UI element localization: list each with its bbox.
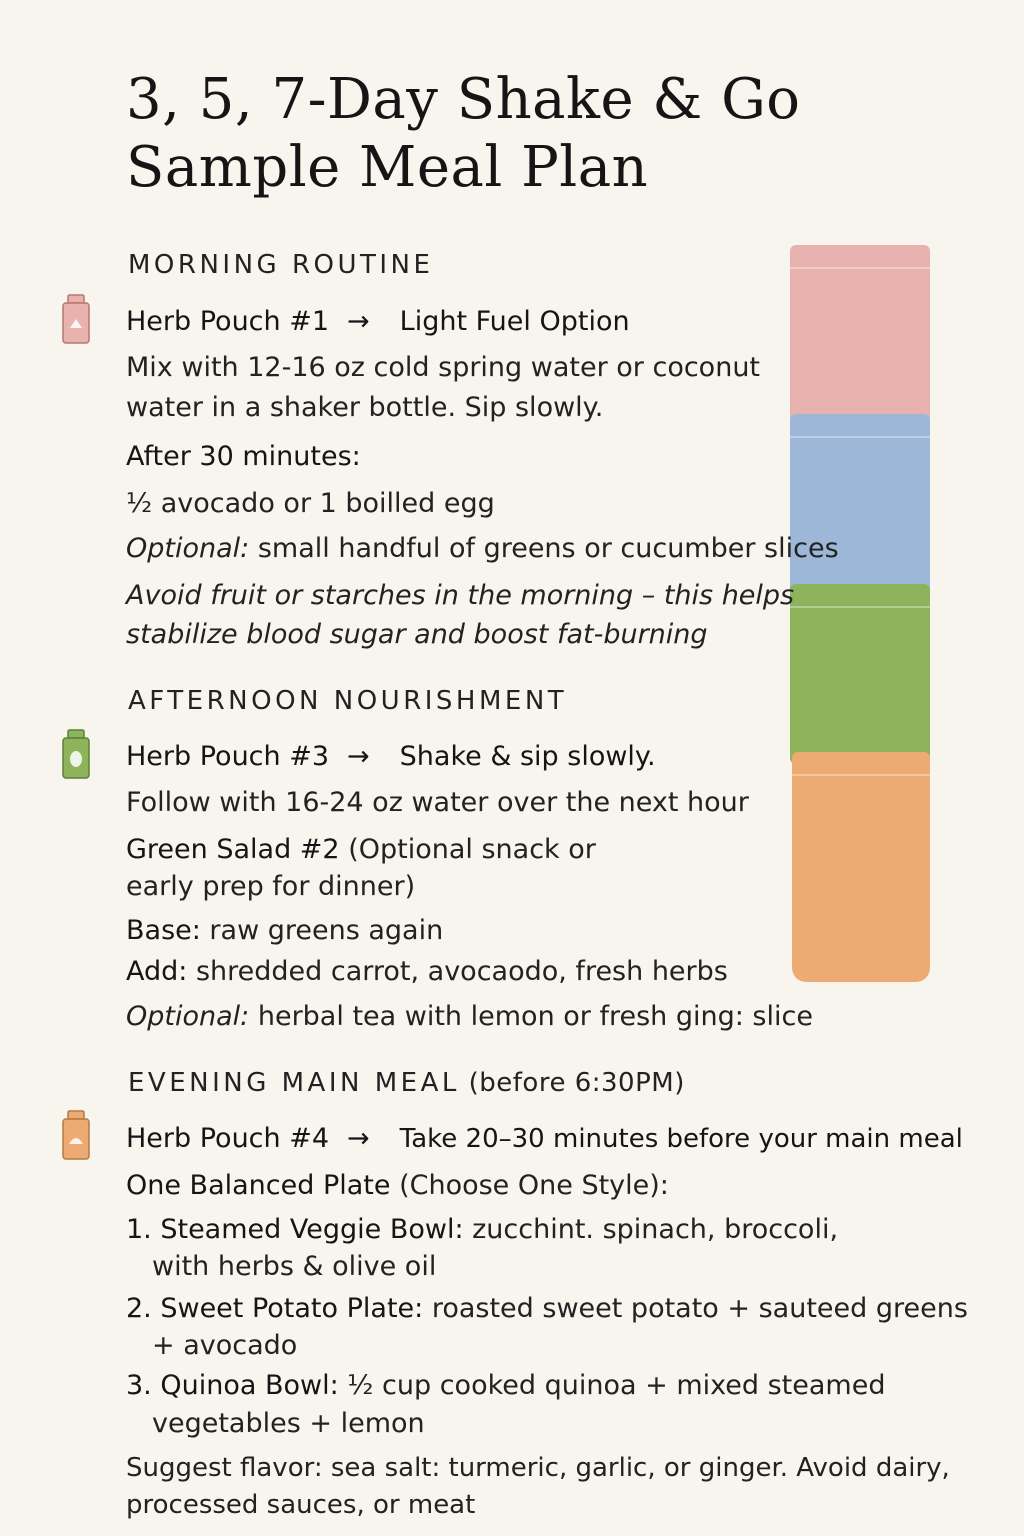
evening-item-2 [126,1292,968,1326]
morning-mix-line-1: Mix with 12-16 oz cold spring water or coconut [126,352,761,383]
evening-heading-time: (before 6:30PM) [459,1068,685,1098]
title-line-2: Sample Meal Plan [126,135,649,200]
morning-pouch-row [126,305,630,339]
morning-avoid-line-1: Avoid fruit or starches in the morning – this helps [126,580,795,611]
afternoon-base [126,914,443,948]
morning-pouch-label: Herb Pouch #1 [126,306,330,337]
morning-pouch-option: Light Fuel Option [399,306,630,337]
page-title [126,66,886,202]
morning-after-item: ½ avocado or 1 boilled egg [126,488,495,519]
morning-optional-text: small handful of greens or cucumber slices [249,533,839,564]
evening-plate [126,1169,669,1203]
evening-pouch-option: Take 20–30 minutes before your main meal [399,1124,963,1154]
afternoon-add [126,955,728,989]
arrow-icon: → [347,306,370,337]
evening-item-2-text: roasted sweet potato + sauteed greens [423,1293,968,1324]
orange-pouch [792,752,930,982]
evening-plate-label: One Balanced Plate [126,1170,391,1201]
afternoon-base-label: Base: [126,915,201,946]
evening-item-1 [126,1213,838,1247]
morning-optional-label: Optional: [126,533,250,564]
evening-item-2-cont: + avocado [152,1330,298,1361]
evening-pouch-row [126,1122,963,1156]
evening-heading: EVENING MAIN MEAL [128,1068,460,1098]
pink-jar-icon [61,294,91,344]
evening-item-1-cont: with herbs & olive oil [152,1251,437,1282]
arrow-icon: → [347,741,370,772]
afternoon-base-text: raw greens again [200,915,444,946]
afternoon-pouch-label: Herb Pouch #3 [126,741,330,772]
title-line-1: 3, 5, 7-Day Shake & Go [126,67,801,132]
evening-item-2-label: 2. Sweet Potato Plate: [126,1293,424,1324]
morning-after-heading: After 30 minutes: [126,441,361,472]
afternoon-pouch-option: Shake & sip slowly. [399,741,656,772]
afternoon-heading: AFTERNOON NOURISHMENT [128,686,568,716]
evening-item-3-text: ½ cup cooked quinoa + mixed steamed [338,1370,886,1401]
evening-pouch-label: Herb Pouch #4 [126,1123,330,1154]
pink-pouch [790,245,930,425]
green-jar-icon [61,729,91,779]
evening-plate-note: (Choose One Style): [390,1170,669,1201]
morning-heading: MORNING ROUTINE [128,250,434,280]
afternoon-optional-text: herbal tea with lemon or fresh ging: slice [249,1001,813,1032]
morning-mix-line-2: water in a shaker bottle. Sip slowly. [126,392,604,423]
morning-avoid-line-2: stabilize blood sugar and boost fat-burning [126,619,708,650]
afternoon-optional [126,1000,813,1034]
afternoon-salad-line-1 [126,833,596,867]
evening-flavor-line-2: processed sauces, or meat [126,1490,476,1520]
afternoon-optional-label: Optional: [126,1001,250,1032]
afternoon-salad-note-1: (Optional snack or [339,834,596,865]
evening-item-1-label: 1. Steamed Veggie Bowl: [126,1214,464,1245]
afternoon-add-text: shredded carrot, avocaodo, fresh herbs [187,956,728,987]
orange-jar-icon [61,1110,91,1160]
blue-pouch [790,414,930,594]
evening-heading-row [128,1068,685,1098]
afternoon-follow: Follow with 16-24 oz water over the next hour [126,787,749,818]
morning-optional [126,532,839,566]
green-pouch [790,584,930,764]
afternoon-salad-note-2: early prep for dinner) [126,871,416,902]
arrow-icon: → [347,1123,370,1154]
evening-item-1-text: zucchint. spinach, broccoli, [463,1214,839,1245]
evening-item-3 [126,1369,885,1403]
evening-item-3-cont: vegetables + lemon [152,1408,425,1439]
evening-item-3-label: 3. Quinoa Bowl: [126,1370,339,1401]
afternoon-pouch-row [126,740,656,774]
afternoon-salad-label: Green Salad #2 [126,834,340,865]
afternoon-add-label: Add: [126,956,188,987]
evening-flavor-line-1: Suggest flavor: sea salt: turmeric, garlic, or ginger. Avoid dairy, [126,1453,950,1483]
